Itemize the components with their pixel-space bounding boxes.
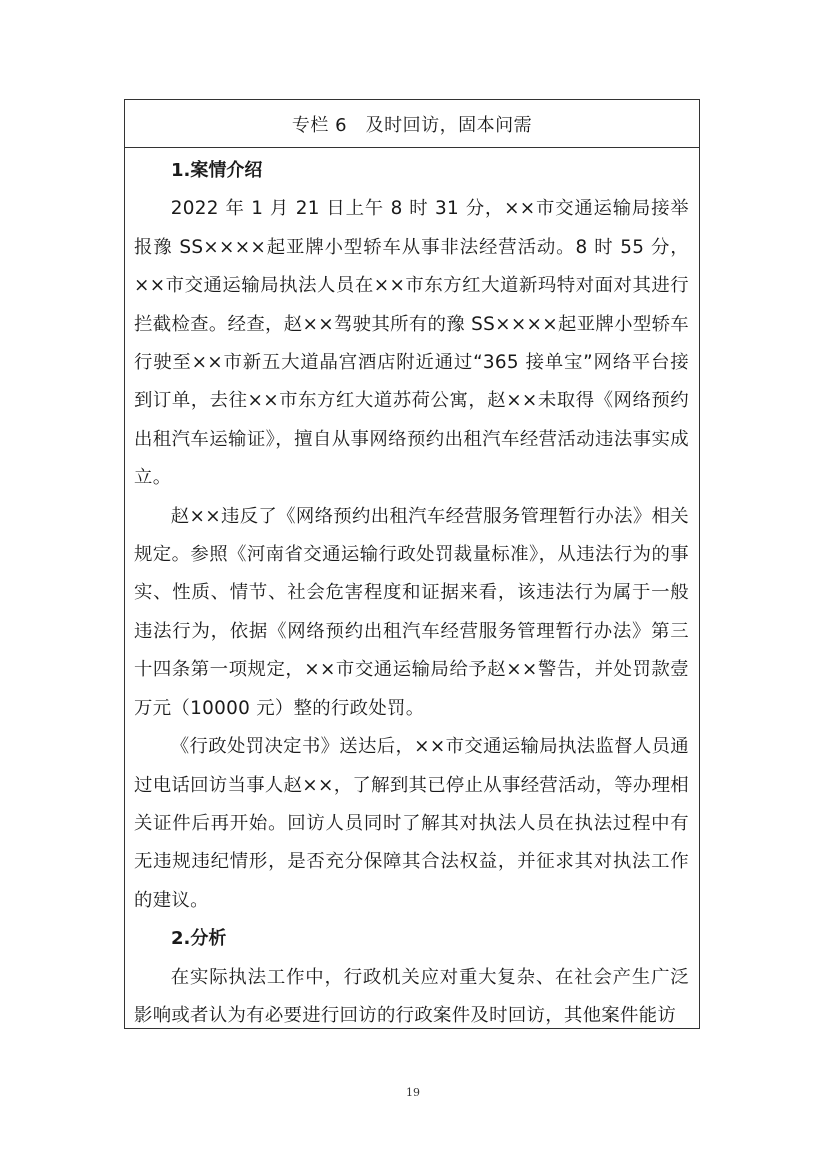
paragraph-analysis: 在实际执法工作中，行政机关应对重大复杂、在社会产生广泛影响或者认为有必要进行回访的行政案件及时回访，其他案件能访 (134, 966, 689, 1026)
box-body (125, 148, 699, 1035)
section-heading-analysis: 2.分析 (171, 928, 227, 950)
box-title: 专栏 6 及时回访，固本问需 (125, 100, 699, 148)
page-number: 19 (406, 1086, 420, 1099)
section-heading-case-intro: 1.案情介绍 (171, 160, 263, 181)
sidebar-box (124, 99, 700, 1029)
paragraph-case-facts: 2022 年 1 月 21 日上午 8 时 31 分，××市交通运输局接举报豫 SS××××起亚牌小型轿车从事非法经营活动。8 时 55 分，××市交通运输局执法人员在××市东方红大道新玛特对面对其进行拦截检查。经查，赵××驾驶其所有的豫 SS××××起亚牌小型轿车行驶至××市新五大道晶宫酒店附近通过“365 接单宝”网络平台接到订单，去往××市东方红大道苏荷公寓，赵××未取得《网络预约出租汽车运输证》，擅自从事网络预约出租汽车经营活动违法事实成立。 (134, 198, 689, 489)
paragraph-penalty: 赵××违反了《网络预约出租汽车经营服务管理暂行办法》相关规定。参照《河南省交通运输行政处罚裁量标准》，从违法行为的事实、性质、情节、社会危害程度和证据来看，该违法行为属于一般违法行为，依据《网络预约出租汽车经营服务管理暂行办法》第三十四条第一项规定，××市交通运输局给予赵××警告，并处罚款壹万元（10000 元）整的行政处罚。 (134, 505, 689, 719)
paragraph-follow-up-visit: 《行政处罚决定书》送达后，××市交通运输局执法监督人员通过电话回访当事人赵××，了解到其已停止从事经营活动，等办理相关证件后再开始。回访人员同时了解其对执法人员在执法过程中有无违规违纪情形，是否充分保障其合法权益，并征求其对执法工作的建议。 (134, 736, 689, 911)
